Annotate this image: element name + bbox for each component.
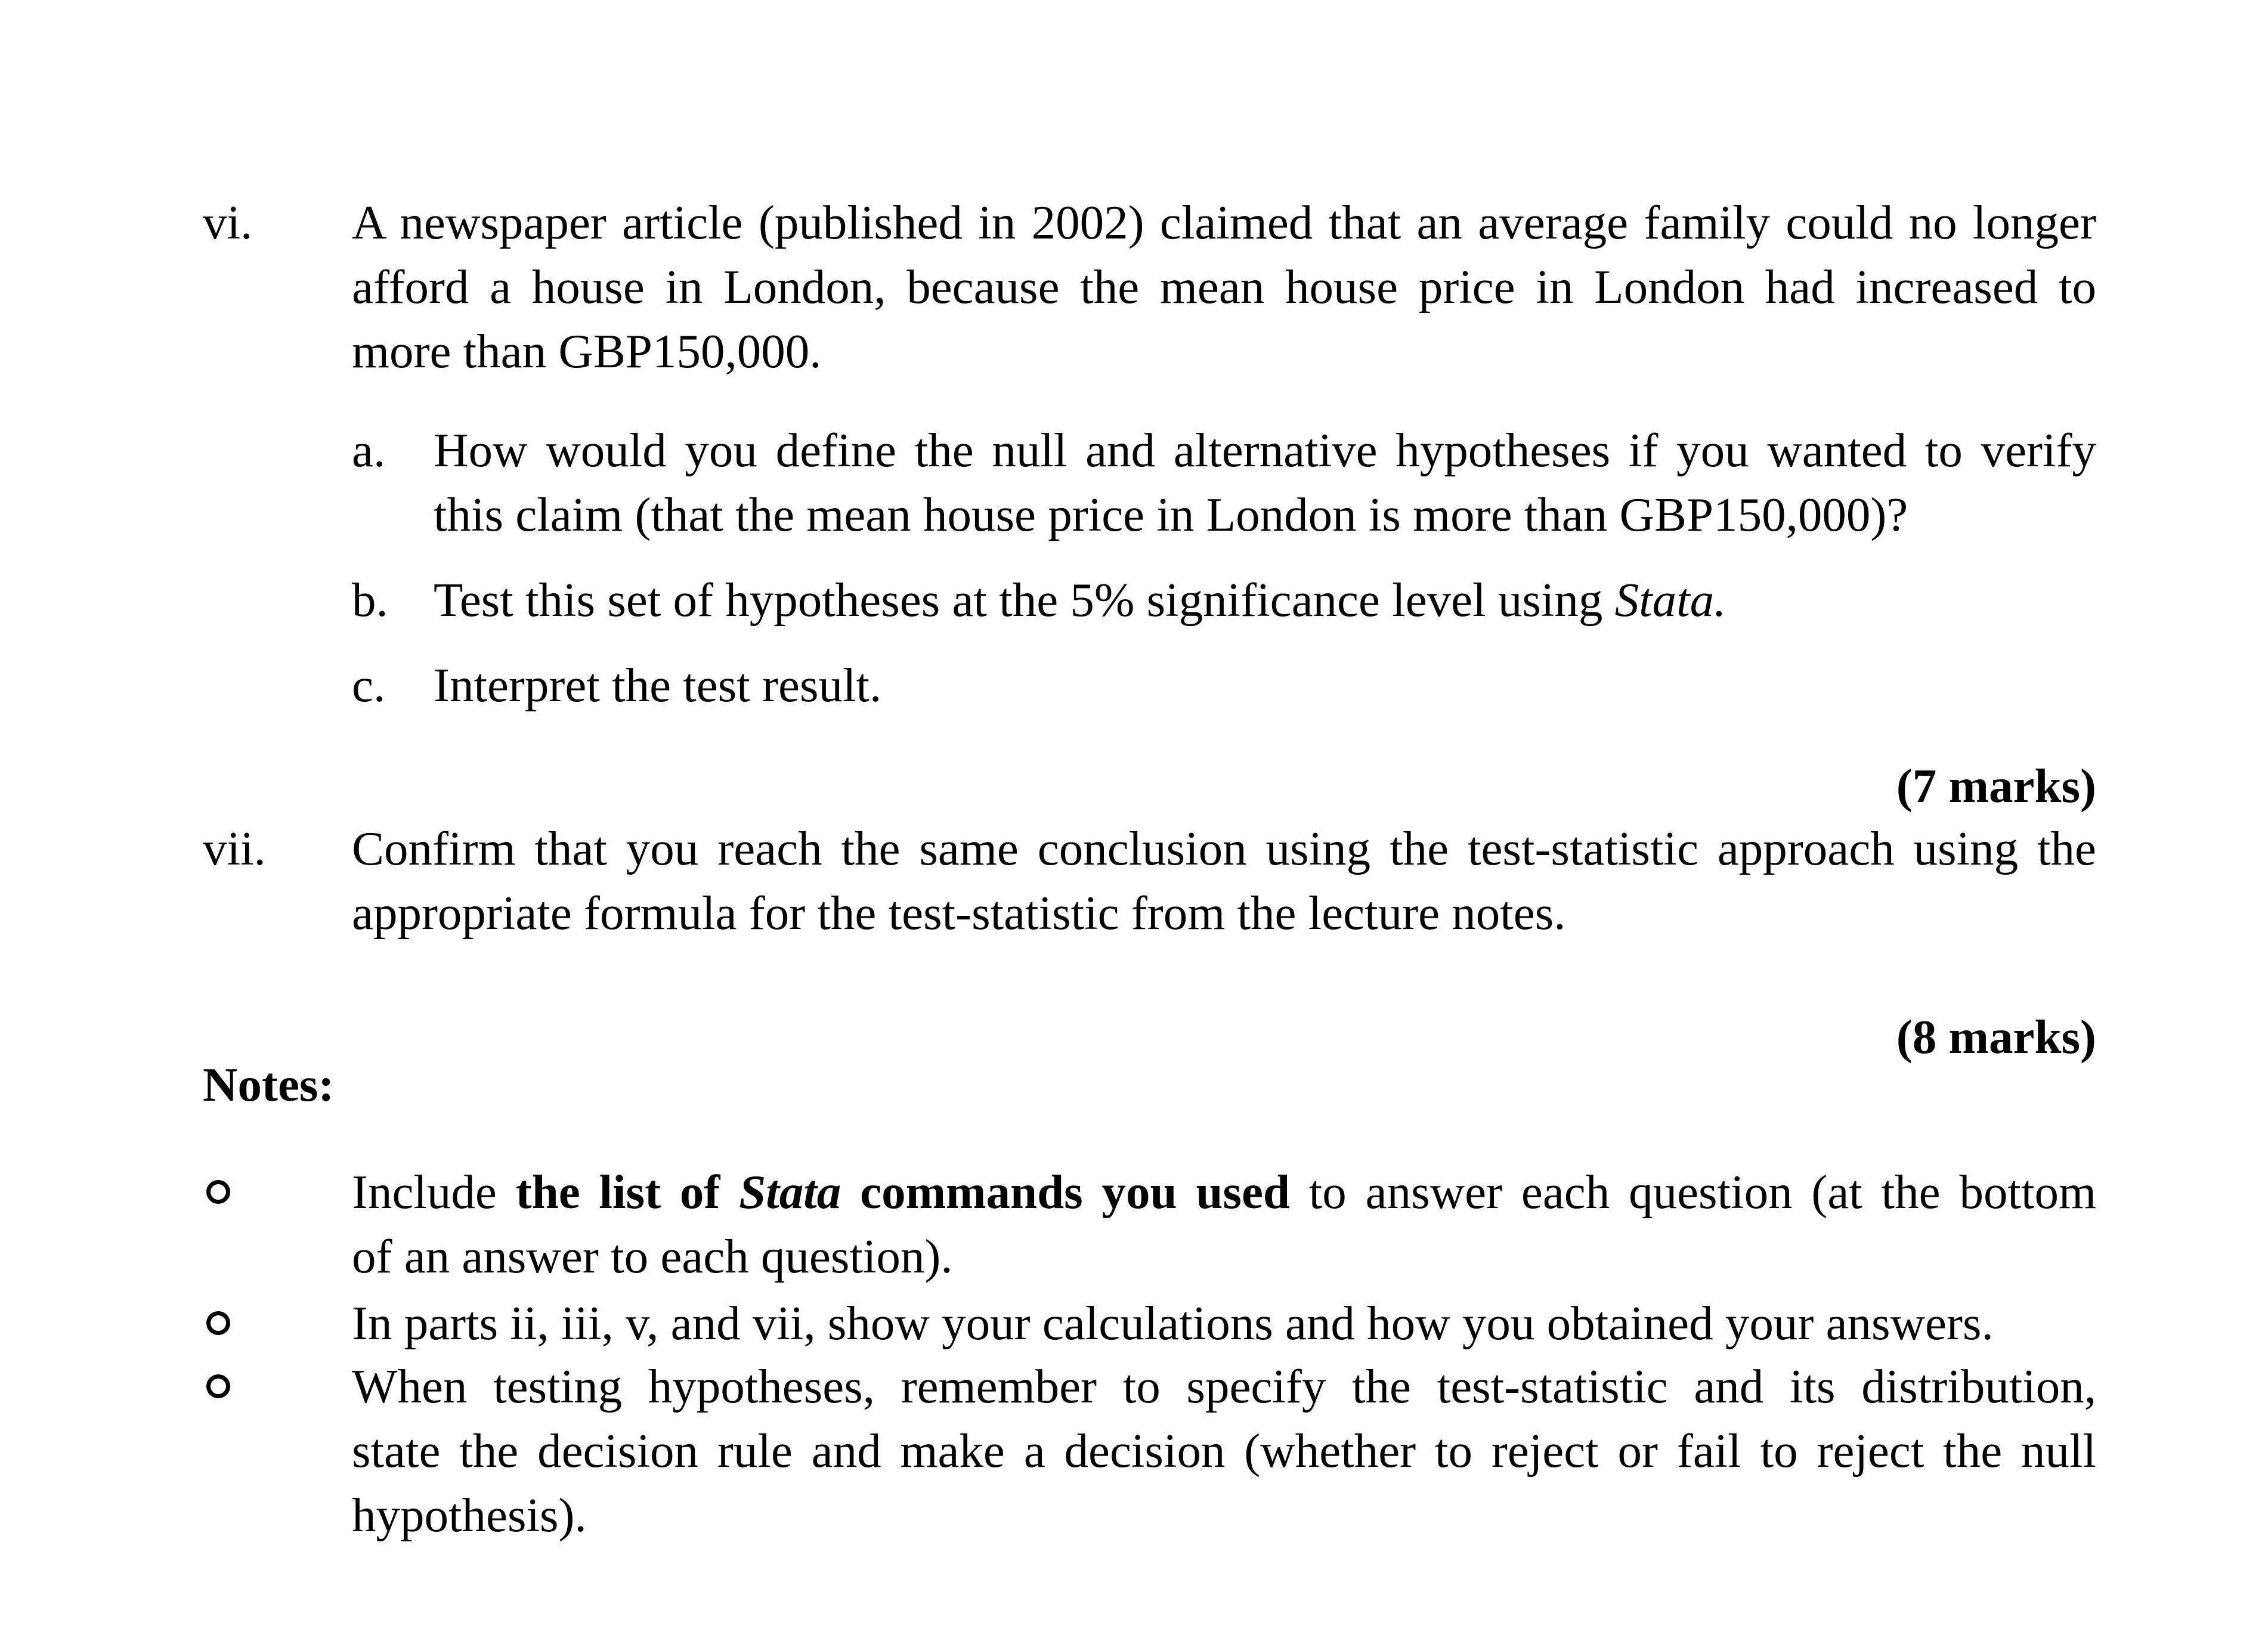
text-line: In parts ii, iii, v, and vii, show your calculations and how you obtained your answers. <box>352 1296 1994 1350</box>
text-line: appropriate formula for the test-statistic from the lecture notes. <box>352 886 1566 940</box>
question-item-vii <box>203 816 2096 945</box>
item-marker-vii: vii. <box>203 822 266 875</box>
text-line <box>352 1160 2096 1224</box>
text-line: afford a house in London, because the mean house price in London had increased to <box>352 260 2096 314</box>
circle-bullet-icon <box>206 1180 230 1204</box>
question-item-vi <box>203 190 2096 383</box>
text-run-bold: the list of <box>515 1165 740 1219</box>
note-item-2-text <box>352 1291 2096 1355</box>
text-run-bold: commands you used <box>841 1165 1290 1219</box>
text-line <box>434 568 2096 632</box>
marks-label-8: (8 marks) <box>1896 1010 2096 1064</box>
text-run: Include <box>352 1165 516 1219</box>
text-run: to answer each question (at the bottom <box>1289 1165 2096 1219</box>
note-item-3-text <box>352 1354 2096 1547</box>
text-line: Confirm that you reach the same conclusion using the test-statistic approach using the <box>352 822 2096 875</box>
sub-item-b-text <box>434 568 2096 632</box>
note-item-2 <box>203 1291 2096 1355</box>
sub-item-a-text <box>434 418 2096 547</box>
question-vii-text <box>352 816 2096 945</box>
item-marker-vi: vi. <box>203 196 253 249</box>
item-marker-b: b. <box>352 573 388 627</box>
notes-heading: Notes: <box>203 1058 335 1111</box>
question-vi-text <box>352 190 2096 383</box>
text-line: more than GBP150,000. <box>352 324 822 378</box>
note-item-1-text <box>352 1160 2096 1289</box>
item-marker-a: a. <box>352 423 386 477</box>
marks-label-7: (7 marks) <box>1896 759 2096 813</box>
sub-item-c-text <box>434 653 2096 717</box>
sub-item-b <box>352 568 2096 632</box>
text-line: state the decision rule and make a decision (whether to reject or fail to reject the null <box>352 1424 2096 1478</box>
sub-item-c <box>352 653 2096 717</box>
note-item-1 <box>203 1160 2096 1289</box>
text-line: How would you define the null and alternative hypotheses if you wanted to verify <box>434 423 2096 477</box>
text-line: Interpret the test result. <box>434 658 882 712</box>
text-line: this claim (that the mean house price in London is more than GBP150,000)? <box>434 488 1908 541</box>
text-run-bold-italic: Stata <box>739 1165 841 1219</box>
text-line: When testing hypotheses, remember to specify the test-statistic and its distribution, <box>352 1359 2096 1413</box>
text-line: A newspaper article (published in 2002) claimed that an average family could no longer <box>352 196 2096 249</box>
text-run: Test this set of hypotheses at the 5% significance level using <box>434 573 1615 627</box>
text-line: hypothesis). <box>352 1488 587 1542</box>
circle-bullet-icon <box>206 1374 230 1398</box>
circle-bullet-icon <box>206 1311 230 1335</box>
item-marker-c: c. <box>352 658 386 712</box>
text-run-italic: Stata. <box>1614 573 1726 627</box>
note-item-3 <box>203 1354 2096 1547</box>
text-line: of an answer to each question). <box>352 1230 953 1283</box>
sub-item-a <box>352 418 2096 547</box>
